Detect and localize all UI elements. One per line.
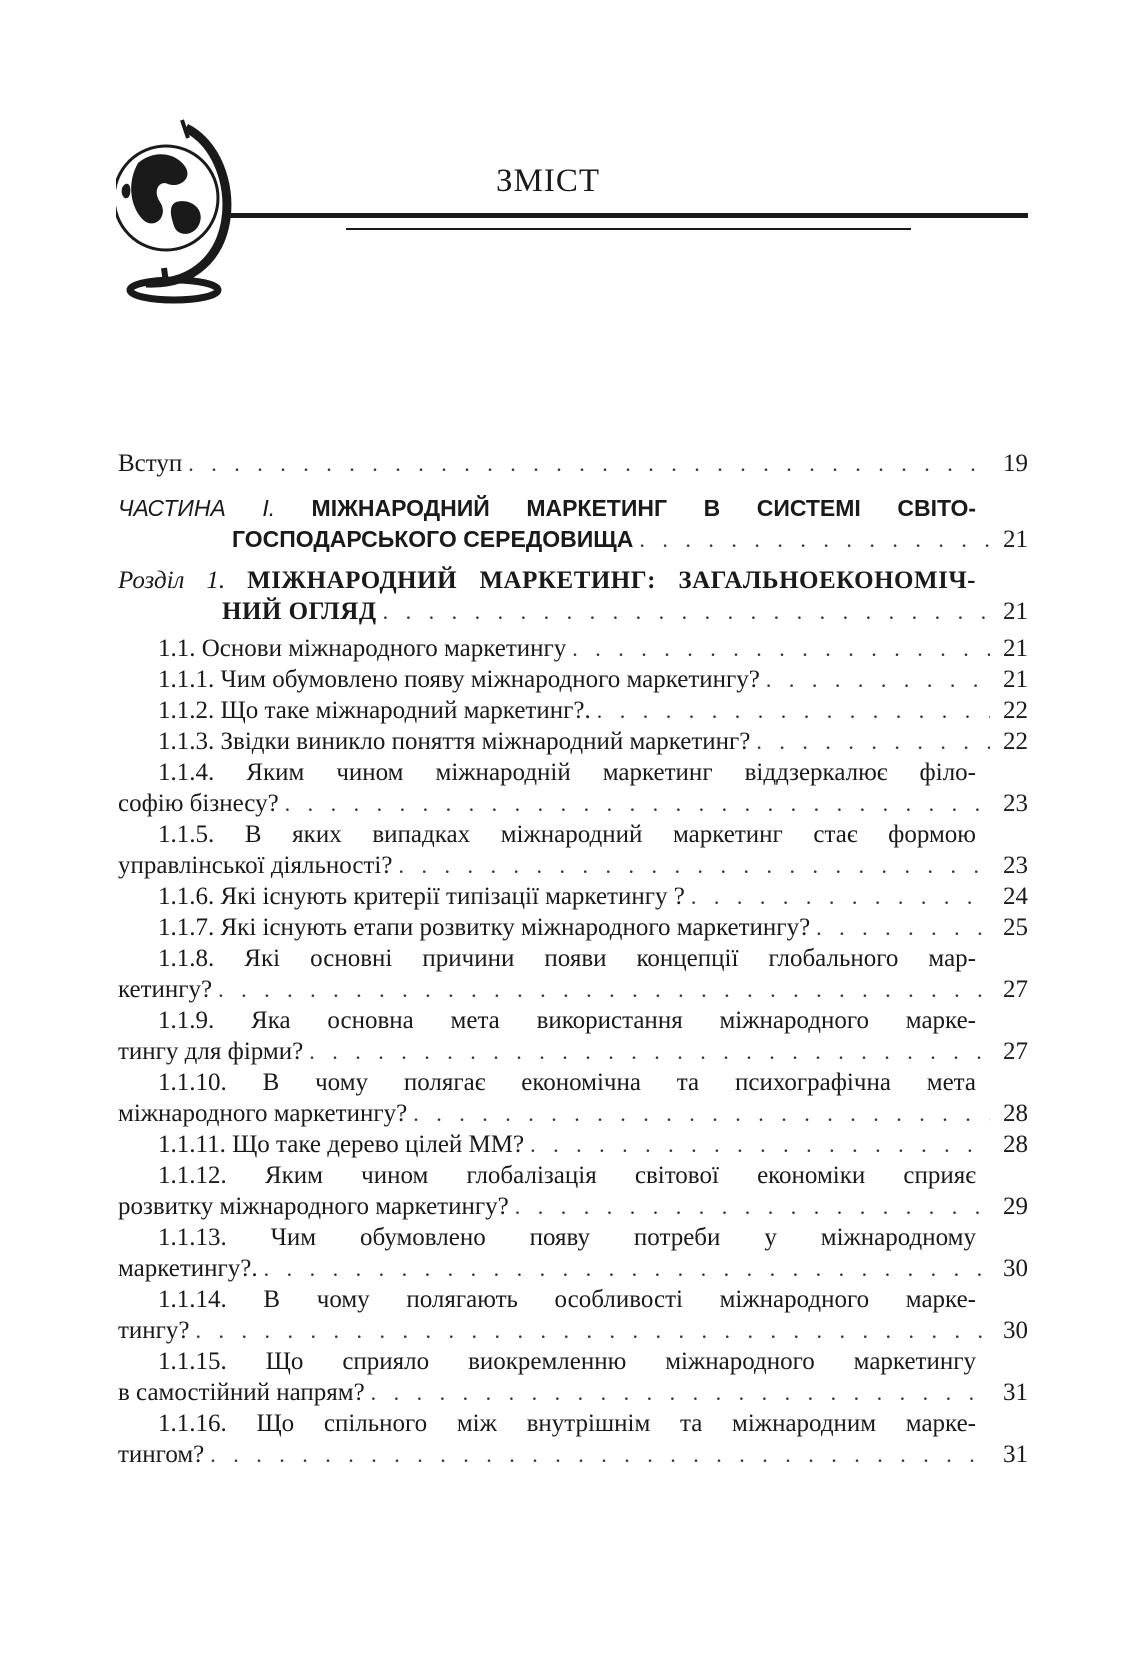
toc-entry-label: 1.1.7. Які існують етапи розвитку міжнародного маркетингу?	[158, 914, 811, 941]
part-title-line1: МІЖНАРОДНИЙ МАРКЕТИНГ В СИСТЕМІ СВІТО-	[311, 495, 976, 521]
toc-entry-label-cont: тингу для фірми?	[118, 1038, 304, 1065]
dot-leader	[530, 1129, 990, 1160]
toc-entry-cont[interactable]	[118, 788, 1028, 819]
toc-entry[interactable]	[118, 912, 1028, 943]
toc-entry-label: 1.1.2. Що таке міжнародний маркетинг?.	[158, 697, 591, 724]
dot-leader	[766, 664, 990, 695]
toc-entry[interactable]	[118, 726, 1028, 757]
toc-entry-label: 1.1.6. Які існують критерії типізації маркетингу ?	[158, 883, 685, 910]
toc-page-number: 22	[1003, 697, 1028, 724]
toc-page-number: 21	[1003, 526, 1028, 553]
toc-section-heading-cont[interactable]	[118, 596, 1028, 627]
dot-leader	[196, 1315, 990, 1346]
dot-leader	[210, 1439, 990, 1470]
toc-entry-label: 1.1.3. Звідки виникло поняття міжнародний маркетинг?	[158, 728, 751, 755]
toc-entry-label-cont: управлінської діяльності?	[118, 852, 393, 879]
section-title-line2: НИЙ ОГЛЯД	[222, 598, 377, 625]
toc-entry-label-cont: кетингу?	[118, 976, 213, 1003]
dot-leader	[285, 788, 990, 819]
toc-page-number: 30	[1003, 1317, 1028, 1344]
page-title: ЗМІСТ	[496, 163, 601, 199]
toc-entry[interactable]	[118, 1160, 1028, 1191]
toc-entry[interactable]	[118, 819, 1028, 850]
toc-page-number: 22	[1003, 728, 1028, 755]
toc-page-number: 28	[1003, 1131, 1028, 1158]
toc-entry-cont[interactable]	[118, 1191, 1028, 1222]
toc-entry-cont[interactable]	[118, 1439, 1028, 1470]
dot-leader	[572, 633, 990, 664]
dot-leader	[691, 881, 990, 912]
part-prefix: ЧАСТИНА І.	[118, 495, 276, 521]
toc-entry-label: Вступ	[118, 450, 183, 477]
toc-entry-label-cont: міжнародного маркетингу?	[118, 1100, 408, 1127]
toc-entry[interactable]	[118, 1284, 1028, 1315]
toc-entry-label: 1.1.8. Які основні причини появи концепції глобального мар-	[158, 945, 976, 972]
toc-entry[interactable]	[118, 1408, 1028, 1439]
toc-entry-cont[interactable]	[118, 1036, 1028, 1067]
table-of-contents	[118, 448, 1028, 1470]
toc-entry[interactable]	[118, 1005, 1028, 1036]
toc-page-number: 21	[1003, 666, 1028, 693]
toc-entry[interactable]	[118, 1222, 1028, 1253]
dot-leader	[515, 1191, 990, 1222]
toc-page-number: 27	[1003, 976, 1028, 1003]
dot-leader	[371, 1377, 990, 1408]
toc-entry[interactable]	[118, 1129, 1028, 1160]
toc-page-number: 31	[1003, 1379, 1028, 1406]
part-title-line2: ГОСПОДАРСЬКОГО СЕРЕДОВИЩА	[232, 526, 634, 552]
toc-entry[interactable]	[118, 633, 1028, 664]
toc-page-number: 19	[1003, 450, 1028, 477]
toc-page-number: 21	[1003, 635, 1028, 662]
dot-leader	[639, 524, 990, 555]
dot-leader	[188, 448, 990, 479]
toc-entry-label: 1.1.5. В яких випадках міжнародний маркетинг стає формою	[158, 821, 976, 848]
title-rule-thin	[346, 228, 911, 230]
toc-entry-label-cont: тингом?	[118, 1441, 205, 1468]
dot-leader	[756, 726, 990, 757]
toc-page-number: 29	[1003, 1193, 1028, 1220]
toc-entry-label: 1.1.10. В чому полягає економічна та психографічна мета	[158, 1069, 976, 1096]
toc-entry-label-cont: тингу?	[118, 1317, 190, 1344]
toc-entry[interactable]	[118, 757, 1028, 788]
toc-section-heading[interactable]	[118, 565, 1028, 596]
globe-icon	[116, 118, 238, 318]
toc-entry[interactable]	[118, 1346, 1028, 1377]
toc-entry-label: 1.1.9. Яка основна мета використання міжнародного марке-	[158, 1007, 976, 1034]
toc-entry-intro[interactable]	[118, 448, 1028, 479]
dot-leader	[597, 695, 990, 726]
toc-entry-label: 1.1.12. Яким чином глобалізація світової економіки сприяє	[158, 1162, 976, 1189]
title-rule-thick	[228, 213, 1028, 218]
toc-page-number: 28	[1003, 1100, 1028, 1127]
toc-entry-label-cont: розвитку міжнародного маркетингу?	[118, 1193, 509, 1220]
toc-entry-label: 1.1.4. Яким чином міжнародній маркетинг віддзеркалює філо-	[158, 759, 976, 786]
toc-entry-label: 1.1.15. Що сприяло виокремленню міжнародного маркетингу	[158, 1348, 976, 1375]
toc-entry-label: 1.1.1. Чим обумовлено появу міжнародного маркетингу?	[158, 666, 760, 693]
toc-entry[interactable]	[118, 1067, 1028, 1098]
dot-leader	[383, 596, 990, 627]
toc-part-heading[interactable]	[118, 493, 1028, 524]
dot-leader	[398, 850, 990, 881]
toc-entry-label-cont: в самостійний напрям?	[118, 1379, 365, 1406]
dot-leader	[218, 974, 990, 1005]
toc-entry[interactable]	[118, 695, 1028, 726]
dot-leader	[816, 912, 990, 943]
toc-entry[interactable]	[118, 664, 1028, 695]
section-prefix: Розділ 1.	[118, 567, 226, 594]
toc-entry-label: 1.1.11. Що таке дерево цілей ММ?	[158, 1131, 525, 1158]
toc-page-number: 25	[1003, 914, 1028, 941]
toc-page-number: 27	[1003, 1038, 1028, 1065]
toc-page-number: 23	[1003, 852, 1028, 879]
dot-leader	[264, 1253, 990, 1284]
dot-leader	[413, 1098, 990, 1129]
toc-entry-cont[interactable]	[118, 1098, 1028, 1129]
toc-entry[interactable]	[118, 943, 1028, 974]
section-title-line1: МІЖНАРОДНИЙ МАРКЕТИНГ: ЗАГАЛЬНОЕКОНОМІЧ-	[247, 567, 976, 594]
toc-page-number: 21	[1003, 598, 1028, 625]
dot-leader	[309, 1036, 990, 1067]
toc-entry-label: 1.1.16. Що спільного між внутрішнім та міжнародним марке-	[158, 1410, 976, 1437]
toc-entry-label: 1.1.14. В чому полягають особливості міжнародного марке-	[158, 1286, 976, 1313]
toc-page-number: 30	[1003, 1255, 1028, 1282]
toc-entry-cont[interactable]	[118, 1253, 1028, 1284]
toc-page-number: 23	[1003, 790, 1028, 817]
toc-page-number: 24	[1003, 883, 1028, 910]
toc-part-heading-cont[interactable]	[118, 524, 1028, 555]
toc-entry-cont[interactable]	[118, 1315, 1028, 1346]
toc-entry[interactable]	[118, 881, 1028, 912]
toc-entry-label-cont: софію бізнесу?	[118, 790, 279, 817]
toc-entry-label-cont: маркетингу?.	[118, 1255, 258, 1282]
toc-entry-label: 1.1.13. Чим обумовлено появу потреби у міжнародному	[158, 1224, 976, 1251]
toc-entry-cont[interactable]	[118, 1377, 1028, 1408]
toc-entry-cont[interactable]	[118, 850, 1028, 881]
toc-entry-cont[interactable]	[118, 974, 1028, 1005]
toc-entry-label: 1.1. Основи міжнародного маркетингу	[158, 635, 567, 662]
toc-page-number: 31	[1003, 1441, 1028, 1468]
